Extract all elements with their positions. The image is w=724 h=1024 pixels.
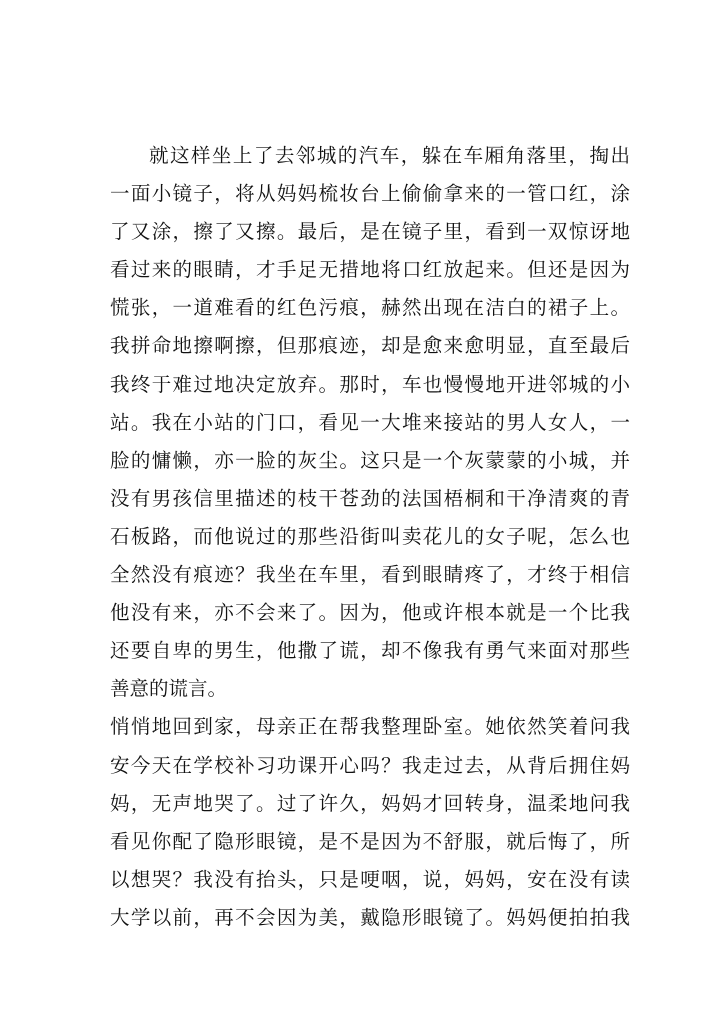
paragraph-2-line-3: 妈，无声地哭了。过了许久，妈妈才回转身，温柔地问我 — [110, 791, 630, 815]
paragraph-2-line-2: 安今天在学校补习功课开心吗？我走过去，从背后拥住妈 — [110, 753, 630, 777]
paragraph-2-line-5: 以想哭？我没有抬头，只是哽咽，说，妈妈，安在没有读 — [110, 867, 630, 891]
paragraph-1-line-2: 一面小镜子，将从妈妈梳妆台上偷偷拿来的一管口红，涂 — [110, 182, 630, 206]
paragraph-1-line-11: 石板路，而他说过的那些沿街叫卖花儿的女子呢，怎么也 — [110, 524, 630, 548]
paragraph-1-line-4: 看过来的眼睛，才手足无措地将口红放起来。但还是因为 — [110, 258, 630, 282]
paragraph-1-line-5: 慌张，一道难看的红色污痕，赫然出现在洁白的裙子上。 — [110, 296, 630, 320]
paragraph-2-line-6: 大学以前，再不会因为美，戴隐形眼镜了。妈妈便拍拍我 — [110, 905, 630, 929]
paragraph-1-line-3: 了又涂，擦了又擦。最后，是在镜子里，看到一双惊讶地 — [110, 220, 630, 244]
paragraph-2-line-4: 看见你配了隐形眼镜，是不是因为不舒服，就后悔了，所 — [110, 829, 630, 853]
paragraph-1-line-7: 我终于难过地决定放弃。那时，车也慢慢地开进邻城的小 — [110, 372, 630, 396]
paragraph-1-line-12: 全然没有痕迹？我坐在车里，看到眼睛疼了，才终于相信 — [110, 563, 630, 587]
body-text — [110, 137, 630, 937]
paragraph-2-line-1: 悄悄地回到家，母亲正在帮我整理卧室。她依然笑着问我 — [110, 715, 630, 739]
paragraph-1-line-9: 脸的慵懒，亦一脸的灰尘。这只是一个灰蒙蒙的小城，并 — [110, 448, 630, 472]
paragraph-1-line-8: 站。我在小站的门口，看见一大堆来接站的男人女人，一 — [110, 410, 630, 434]
paragraph-1-line-15: 善意的谎言。 — [110, 677, 228, 701]
paragraph-1-line-13: 他没有来，亦不会来了。因为，他或许根本就是一个比我 — [110, 601, 630, 625]
paragraph-1-line-6: 我拼命地擦啊擦，但那痕迹，却是愈来愈明显，直至最后 — [110, 334, 630, 358]
paragraph-1-line-1: 就这样坐上了去邻城的汽车，躲在车厢角落里，掏出 — [149, 144, 630, 167]
paragraph-1-line-14: 还要自卑的男生，他撒了谎，却不像我有勇气来面对那些 — [110, 639, 630, 663]
paragraph-1-line-10: 没有男孩信里描述的枝干苍劲的法国梧桐和干净清爽的青 — [110, 486, 630, 510]
